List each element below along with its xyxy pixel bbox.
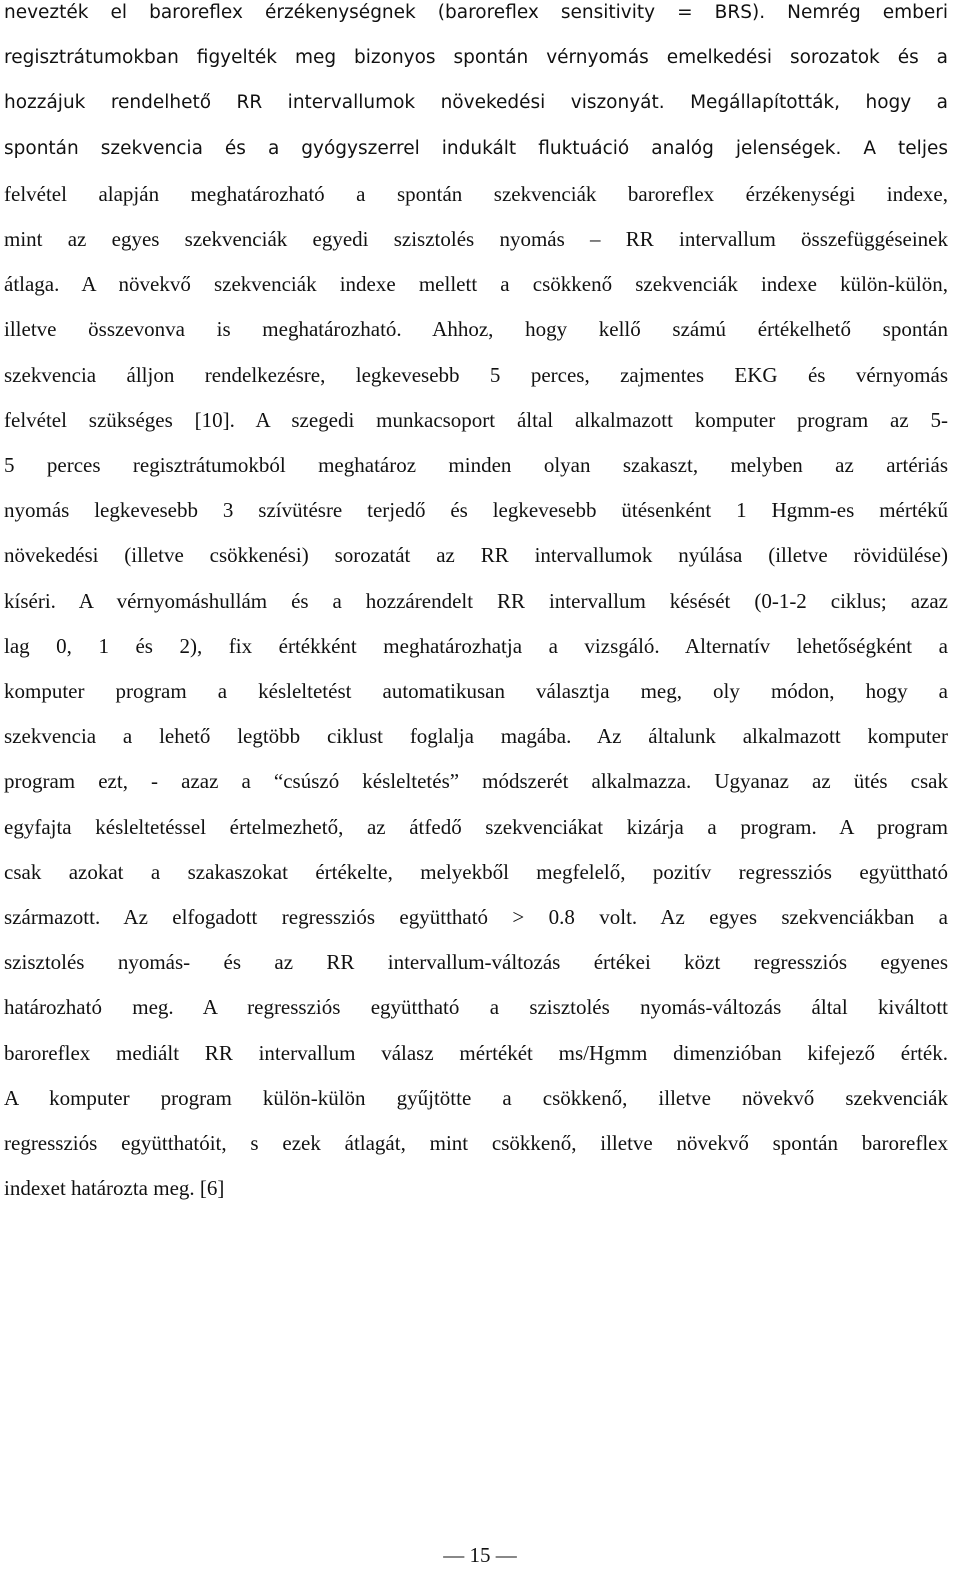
paragraph-line: nyomás legkevesebb 3 szívütésre terjedő és legkevesebb ütésenként 1 Hgmm-es mértékű bbox=[4, 498, 948, 523]
paragraph-line: indexet határozta meg. [6] bbox=[4, 1176, 225, 1201]
paragraph-line: származott. Az elfogadott regressziós együttható > 0.8 volt. Az egyes szekvenciákban a bbox=[4, 905, 948, 929]
paragraph-line: szekvencia a lehető legtöbb ciklust foglalja magába. Az általunk alkalmazott komputer bbox=[4, 724, 948, 749]
paragraph-line: illetve összevonva is meghatározható. Ahhoz, hogy kellő számú értékelhető spontán bbox=[4, 317, 948, 342]
paragraph-line: 5 perces regisztrátumokból meghatároz minden olyan szakaszt, melyben az artériás bbox=[4, 453, 948, 477]
paragraph-line: határozható meg. A regressziós együttható a szisztolés nyomás-változás által kiváltott bbox=[4, 995, 948, 1020]
paragraph-line: spontán szekvencia és a gyógyszerrel indukált fluktuáció analóg jelenségek. A teljes bbox=[4, 137, 948, 159]
paragraph-line: szisztolés nyomás- és az RR intervallum-változás értékei közt regressziós egyenes bbox=[4, 950, 948, 975]
paragraph-line: csak azokat a szakaszokat értékelte, melyekből megfelelő, pozitív regressziós együttható bbox=[4, 859, 948, 884]
paragraph-line: mint az egyes szekvenciák egyedi szisztolés nyomás – RR intervallum összefüggéseinek bbox=[4, 227, 948, 251]
paragraph-line: szekvencia álljon rendelkezésre, legkevesebb 5 perces, zajmentes EKG és vérnyomás bbox=[4, 362, 948, 387]
paragraph-line: átlaga. A növekvő szekvenciák indexe mellett a csökkenő szekvenciák indexe külön-külön, bbox=[4, 272, 948, 297]
paragraph-line: lag 0, 1 és 2), fix értékként meghatározhatja a vizsgáló. Alternatív lehetőségként a bbox=[4, 633, 948, 658]
paragraph-line: egyfajta késleltetéssel értelmezhető, az átfedő szekvenciákat kizárja a program. A program bbox=[4, 814, 948, 839]
paragraph-line: komputer program a késleltetést automatikusan választja meg, oly módon, hogy a bbox=[4, 679, 948, 703]
paragraph-line: hozzájuk rendelhető RR intervallumok növekedési viszonyát. Megállapították, hogy a bbox=[4, 92, 948, 114]
paragraph-line: program ezt, - azaz a “csúszó késleltetés” módszerét alkalmazza. Ugyanaz az ütés csak bbox=[4, 769, 948, 794]
paragraph-line: nevezték el baroreflex érzékenységnek (baroreflex sensitivity = BRS). Nemrég emberi bbox=[4, 2, 948, 23]
paragraph-line: baroreflex mediált RR intervallum válasz mértékét ms/Hgmm dimenzióban kifejező érték. bbox=[4, 1040, 948, 1065]
paragraph-line: felvétel alapján meghatározható a spontán szekvenciák baroreflex érzékenységi indexe, bbox=[4, 181, 948, 206]
paragraph-line: A komputer program külön-külön gyűjtötte a csökkenő, illetve növekvő szekvenciák bbox=[4, 1085, 948, 1110]
paragraph-line: regressziós együtthatóit, s ezek átlagát, mint csökkenő, illetve növekvő spontán baroreflex bbox=[4, 1131, 948, 1155]
paragraph-line: regisztrátumokban figyelték meg bizonyos spontán vérnyomás emelkedési sorozatok és a bbox=[4, 47, 948, 69]
paragraph-line: felvétel szükséges [10]. A szegedi munkacsoport által alkalmazott komputer program az 5- bbox=[4, 407, 948, 432]
paragraph-line: növekedési (illetve csökkenési) sorozatát az RR intervallumok nyúlása (illetve rövidülése) bbox=[4, 543, 948, 568]
paragraph-line: kíséri. A vérnyomáshullám és a hozzárendelt RR intervallum késését (0-1-2 ciklus; azaz bbox=[4, 588, 948, 613]
page-number: — 15 — bbox=[443, 1543, 517, 1567]
